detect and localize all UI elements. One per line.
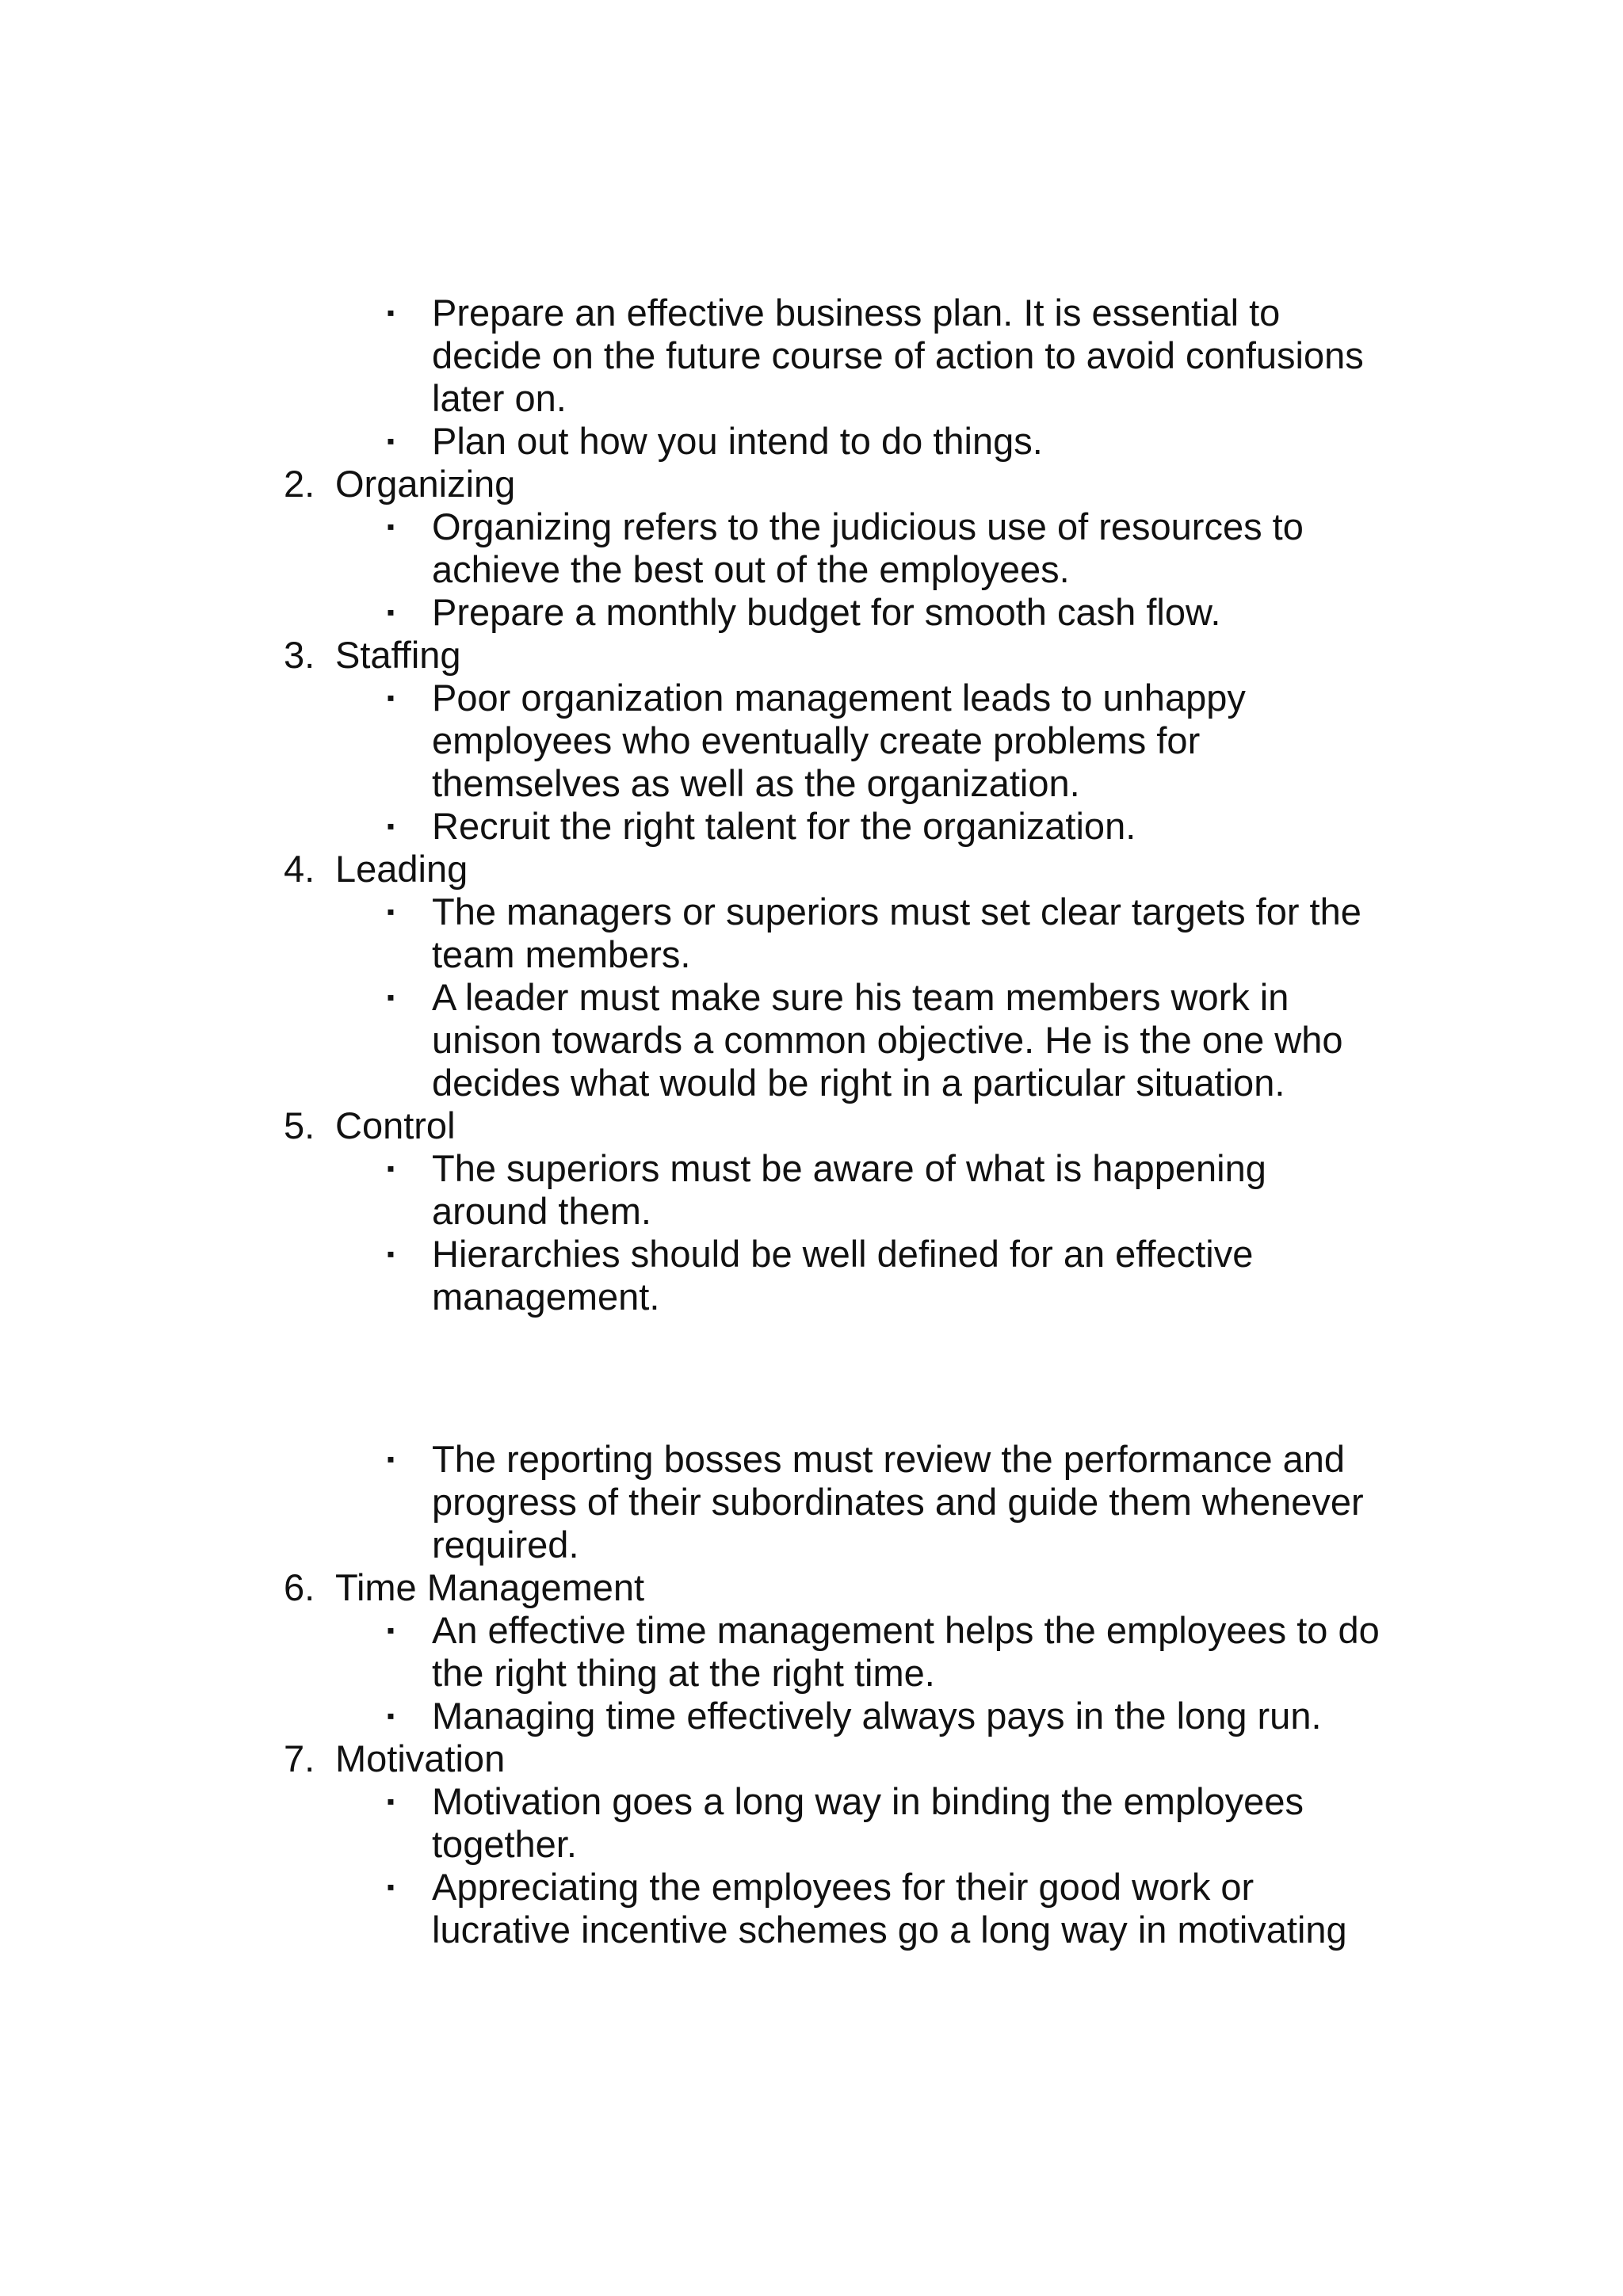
bullet-text-line: Motivation goes a long way in binding the employees — [432, 1780, 1304, 1822]
bullet-icon: ▪ — [387, 814, 395, 838]
section-heading-motivation: Motivation — [335, 1737, 506, 1779]
bullet-text-line: later on. — [432, 377, 567, 419]
list-number: 5. — [284, 1104, 315, 1146]
section-heading-control: Control — [335, 1104, 456, 1146]
bullet-text-line: An effective time management helps the employees to do — [432, 1609, 1380, 1651]
bullet-icon: ▪ — [387, 429, 395, 453]
bullet-icon: ▪ — [387, 1875, 395, 1899]
bullet-icon: ▪ — [387, 1789, 395, 1814]
bullet-icon: ▪ — [387, 514, 395, 539]
bullet-text-line: employees who eventually create problems for — [432, 719, 1201, 761]
bullet-text-line: themselves as well as the organization. — [432, 762, 1080, 804]
bullet-text-line: The reporting bosses must review the performance and — [432, 1438, 1346, 1480]
list-number: 2. — [284, 463, 315, 505]
bullet-text-line: management. — [432, 1276, 660, 1318]
bullet-icon: ▪ — [387, 1447, 395, 1471]
bullet-text-line: Poor organization management leads to unhappy — [432, 677, 1246, 719]
bullet-text-line: Managing time effectively always pays in the long run. — [432, 1695, 1322, 1737]
bullet-text-line: The managers or superiors must set clear targets for the — [432, 891, 1361, 933]
list-number: 7. — [284, 1737, 315, 1779]
bullet-text-line: lucrative incentive schemes go a long way in motivating — [432, 1909, 1347, 1951]
list-number: 4. — [284, 848, 315, 890]
bullet-text-line: decides what would be right in a particular situation. — [432, 1062, 1285, 1104]
bullet-icon: ▪ — [387, 985, 395, 1009]
bullet-text-line: Hierarchies should be well defined for an effective — [432, 1233, 1254, 1275]
section-heading-organizing: Organizing — [335, 463, 516, 505]
bullet-text-line: required. — [432, 1524, 579, 1566]
bullet-text-line: Prepare a monthly budget for smooth cash flow. — [432, 591, 1221, 633]
bullet-text-line: Appreciating the employees for their good work or — [432, 1866, 1254, 1908]
bullet-text-line: Organizing refers to the judicious use of resources to — [432, 505, 1304, 547]
bullet-icon: ▪ — [387, 300, 395, 325]
bullet-icon: ▪ — [387, 685, 395, 710]
section-heading-staffing: Staffing — [335, 634, 461, 676]
bullet-text-line: progress of their subordinates and guide them whenever — [432, 1481, 1364, 1523]
bullet-icon: ▪ — [387, 1156, 395, 1180]
bullet-text-line: The superiors must be aware of what is happening — [432, 1147, 1266, 1189]
bullet-text-line: unison towards a common objective. He is the one who — [432, 1019, 1343, 1061]
bullet-icon: ▪ — [387, 1241, 395, 1266]
bullet-icon: ▪ — [387, 899, 395, 924]
bullet-text-line: around them. — [432, 1190, 651, 1232]
bullet-text-line: A leader must make sure his team members work in — [432, 976, 1289, 1018]
bullet-text-line: Prepare an effective business plan. It is essential to — [432, 292, 1281, 334]
list-number: 6. — [284, 1566, 315, 1608]
bullet-text-line: Plan out how you intend to do things. — [432, 420, 1043, 462]
bullet-icon: ▪ — [387, 1703, 395, 1728]
bullet-text-line: decide on the future course of action to avoid confusions — [432, 334, 1364, 376]
list-number: 3. — [284, 634, 315, 676]
section-heading-leading: Leading — [335, 848, 468, 890]
bullet-icon: ▪ — [387, 1618, 395, 1642]
bullet-text-line: Recruit the right talent for the organization. — [432, 805, 1136, 847]
bullet-text-line: achieve the best out of the employees. — [432, 548, 1070, 590]
bullet-text-line: together. — [432, 1823, 577, 1865]
bullet-text-line: the right thing at the right time. — [432, 1652, 935, 1694]
bullet-text-line: team members. — [432, 933, 691, 975]
bullet-icon: ▪ — [387, 600, 395, 624]
section-heading-time-management: Time Management — [335, 1566, 645, 1608]
